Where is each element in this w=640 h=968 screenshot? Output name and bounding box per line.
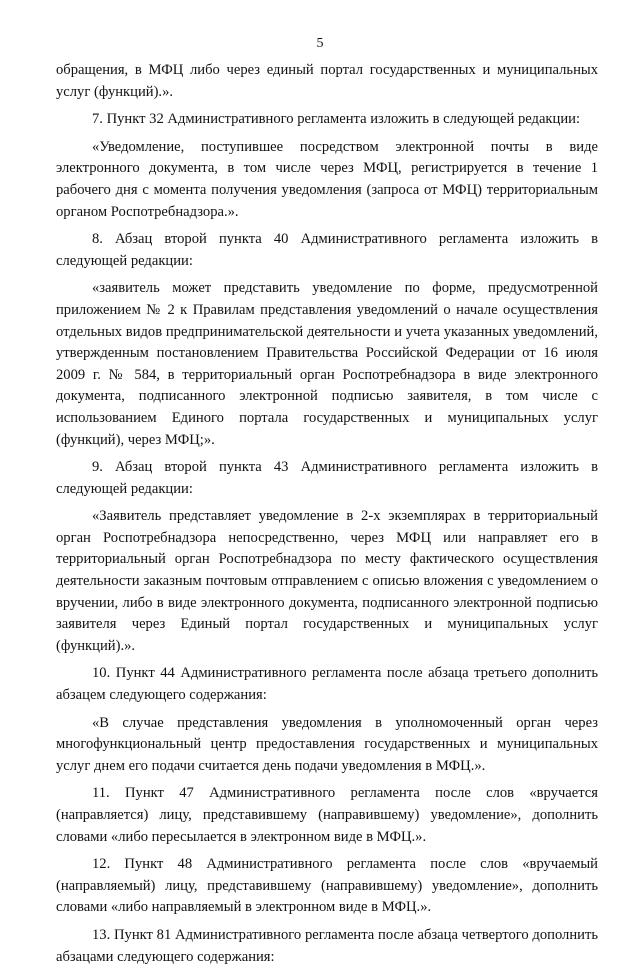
- paragraph-item-8: 8. Абзац второй пункта 40 Административного регламента изложить в следующей редакции:: [56, 231, 598, 269]
- document-body: [56, 60, 598, 968]
- paragraph-item-11: 11. Пункт 47 Административного регламента после слов «вручается (направляется) лицу, представившему (направившему) уведомление», дополнить словами «либо пересылается в электронном виде в МФЦ.».: [56, 785, 598, 845]
- paragraph-item-7: 7. Пункт 32 Административного регламента изложить в следующей редакции:: [92, 111, 581, 128]
- paragraph-item-13: 13. Пункт 81 Административного регламента после абзаца четвертого дополнить абзацами следующего содержания:: [56, 926, 598, 965]
- paragraph-continuation: обращения, в МФЦ либо через единый портал государственных и муниципальных услуг (функций).».: [56, 62, 598, 100]
- paragraph-item-10: 10. Пункт 44 Административного регламента после абзаца третьего дополнить абзацем следующего содержания:: [56, 665, 598, 704]
- paragraph-quote-8: «заявитель может представить уведомление по форме, предусмотренной приложением № 2 к Правилам представления уведомлений о начале осуществления отдельных видов предпринимательской деятельности и учета указанных уведомлений, утвержденным постановлением Правительства Российской Федерации от 16 июля 2009 г. № 584, в территориальный орган Роспотребнадзора в виде электронного документа, подписанного электронной подписью заявителя, в том числе с использованием Единого портала государственных и муниципальных услуг (функций), через МФЦ;».: [56, 280, 598, 448]
- paragraph-quote-9: «Заявитель представляет уведомление в 2-х экземплярах в территориальный орган Роспотребнадзора непосредственно, через МФЦ или направляет его в территориальный орган Роспотребнадзора по месту фактического осуществления деятельности заказным почтовым отправлением с описью вложения с уведомлением о вручении, либо в виде электронного документа, подписанного электронной подписью заявителя через Единый портал государственных и муниципальных услуг (функций).».: [56, 508, 598, 654]
- paragraph-item-12: 12. Пункт 48 Административного регламента после слов «вручаемый (направляемый) лицу, представившему (направившему) уведомление», дополнить словами «либо направляемый в электронном виде в МФЦ.».: [56, 856, 598, 916]
- page-number: 5: [316, 36, 324, 51]
- paragraph-item-9: 9. Абзац второй пункта 43 Административного регламента изложить в следующей редакции:: [56, 459, 598, 497]
- paragraph-quote-7: «Уведомление, поступившее посредством электронной почты в виде электронного документа, в том числе через МФЦ, регистрируется в течение 1 рабочего дня с момента получения уведомления (запроса от МФЦ) территориальным органом Роспотребнадзора.».: [56, 138, 598, 220]
- paragraph-quote-10: «В случае представления уведомления в уполномоченный орган через многофункциональный центр предоставления государственных и муниципальных услуг днем его подачи считается день подачи уведомления в МФЦ.».: [56, 714, 598, 774]
